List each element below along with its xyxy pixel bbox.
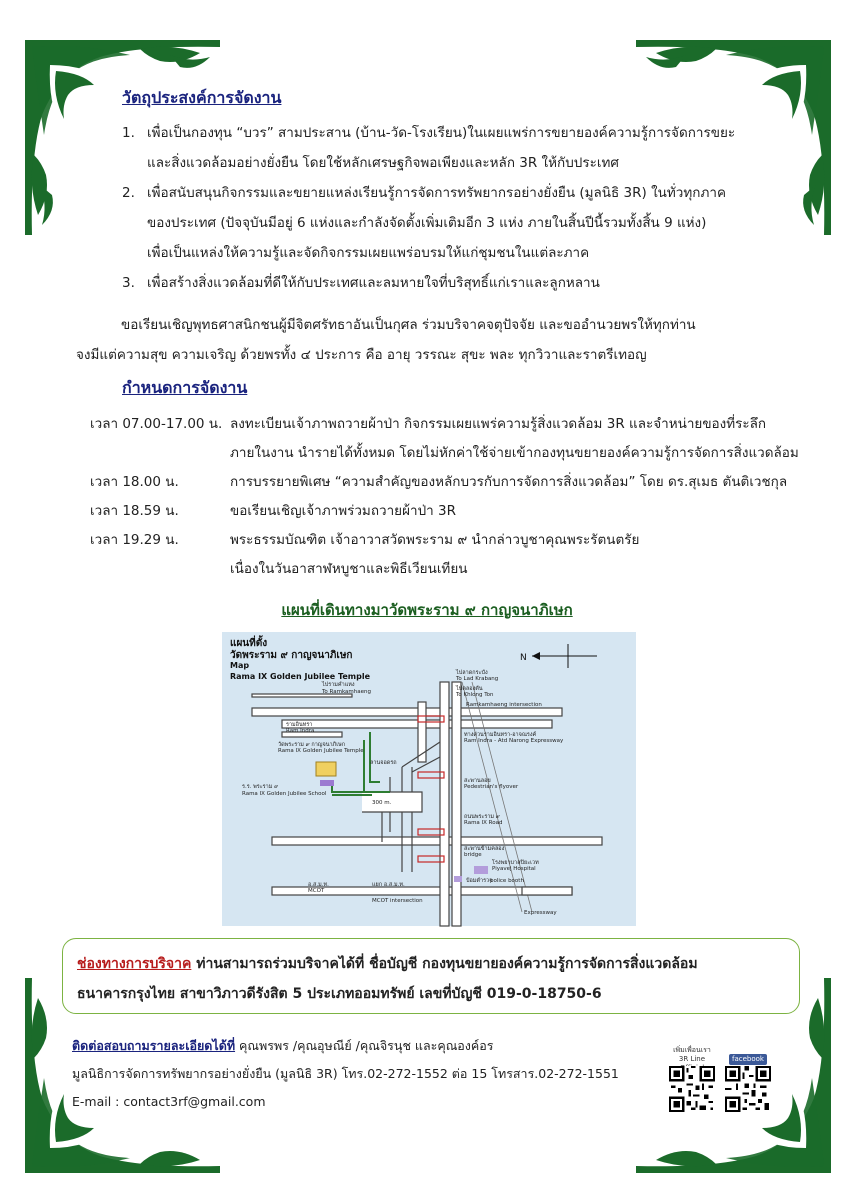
- map-label: To Ramkamhaeng: [322, 689, 372, 695]
- school-icon: [320, 780, 334, 786]
- map-label: อ.ส.ม.ท.: [308, 882, 329, 888]
- map-label: ไปรามคำแหง: [322, 682, 355, 688]
- line-qr-label: เพิ่มเพื่อนเรา 3R Line: [673, 1046, 711, 1063]
- hospital-icon: [474, 866, 488, 874]
- donation-label: ช่องทางการบริจาค: [77, 956, 192, 972]
- schedule-line: การบรรยายพิเศษ “ความสำคัญของหลักบวรกับการจัดการสิ่งแวดล้อม” โดย ดร.สุเมธ ตันติเวชกุล: [230, 474, 788, 490]
- map-label: MCOT intersection: [372, 898, 423, 904]
- schedule-line: พระธรรมบัณฑิต เจ้าอาวาสวัดพระราม ๙ นำกล่าวบูชาคุณพระรัตนตรัย: [230, 532, 640, 548]
- map-label: ไปคลองตัน: [456, 686, 483, 692]
- schedule-line: เนื่องในวันอาสาฬหบูชาและพิธีเวียนเทียน: [230, 561, 468, 577]
- objectives-list: [122, 118, 782, 298]
- invitation-line: ขอเรียนเชิญพุทธศาสนิกชนผู้มีจิตศรัทธาอันเป็นกุศล ร่วมบริจาคจตุปัจจัย และขออำนวยพรให้ทุกท่าน: [121, 317, 696, 333]
- schedule-row: [90, 410, 830, 468]
- schedule-time: เวลา 18.00 น.: [90, 474, 179, 490]
- map-label: ป้อมตำรวจ: [466, 878, 493, 884]
- map-label: ถนนพระราม ๙: [464, 814, 500, 820]
- schedule-row: [90, 468, 830, 497]
- map-label: Piyavej Hospital: [492, 866, 536, 872]
- map-label: Rama IX Road: [464, 820, 503, 826]
- schedule-row: [90, 497, 830, 526]
- map-label: police booth: [490, 878, 524, 884]
- objective-item: [122, 268, 782, 298]
- contact-names: คุณพรพร /คุณอุษณีย์ /คุณจิรนุช และคุณองค์อร: [235, 1038, 494, 1053]
- map-label: bridge: [464, 852, 482, 858]
- map-label: รามอินทรา: [286, 722, 313, 728]
- facebook-qr-block: [724, 1046, 772, 1116]
- map-label: To Lad Krabang: [456, 676, 499, 682]
- map-label: แยก อ.ส.ม.ท.: [372, 882, 405, 888]
- map-label: Expressway: [524, 910, 557, 916]
- map-label: Ram Indra: [286, 728, 315, 734]
- objective-item: [122, 118, 782, 178]
- facebook-icon: facebook: [729, 1054, 767, 1065]
- map-label: สะพานข้ามคลอง: [464, 846, 505, 852]
- schedule-line: ลงทะเบียนเจ้าภาพถวายผ้าป่า กิจกรรมเผยแพร่ความรู้สิ่งแวดล้อม 3R และจำหน่ายของที่ระลึก: [230, 416, 767, 432]
- donation-account: ธนาคารกรุงไทย สาขาวิภาวดีรังสิต 5 ประเภทออมทรัพย์ เลขที่บัญชี 019-0-18750-6: [77, 986, 602, 1002]
- map-label: วัดพระราม ๙ กาญจนาภิเษก: [278, 742, 346, 748]
- objective-line: เพื่อเป็นแหล่งให้ความรู้และจัดกิจกรรมเผยแพร่อบรมให้แก่ชุมชนในแต่ละภาค: [147, 245, 590, 261]
- map-label: 300 m.: [372, 800, 392, 806]
- map-header-en1: Map: [230, 661, 250, 670]
- schedule-table: [90, 410, 830, 584]
- objective-line: และสิ่งแวดล้อมอย่างยั่งยืน โดยใช้หลักเศรษฐกิจพอเพียงและหลัก 3R ให้กับประเทศ: [147, 155, 619, 171]
- map-label: ร.ร. พระราม ๙: [242, 784, 279, 790]
- line-qr-code-icon[interactable]: [669, 1066, 715, 1112]
- map-label: To Khlong Ton: [456, 692, 494, 698]
- objective-number: 1.: [122, 125, 135, 141]
- objectives-heading: วัตถุประสงค์การจัดงาน: [122, 88, 282, 107]
- map-label: Pedestrian's flyover: [464, 784, 519, 790]
- schedule-line: ภายในงาน นำรายได้ทั้งหมด โดยไม่หักค่าใช้จ่ายเข้ากองทุนขยายองค์ความรู้การจัดการสิ่งแวดล้อม: [230, 445, 799, 461]
- donation-text: ท่านสามารถร่วมบริจาคได้ที่ ชื่อบัญชี กองทุนขยายองค์ความรู้การจัดการสิ่งแวดล้อม: [191, 956, 698, 972]
- map-label: โรงพยาบาลปิยะเวท: [492, 860, 539, 866]
- objective-line: ของประเทศ (ปัจจุบันมีอยู่ 6 แห่งและกำลังจัดตั้งเพิ่มเติมอีก 3 แห่ง ภายในสิ้นปีนี้รวมทั้งสิ้น 9 แห่ง): [147, 215, 707, 231]
- contact-section: [72, 1032, 672, 1116]
- map-label: MCOT: [308, 888, 325, 894]
- map-label: Ram Indra - Atd Narong Expressway: [464, 738, 564, 744]
- donation-box: [62, 938, 800, 1014]
- objective-line: เพื่อสนับสนุนกิจกรรมและขยายแหล่งเรียนรู้การจัดการทรัพยากรอย่างยั่งยืน (มูลนิธิ 3R) ในทั่วทุกภาค: [147, 185, 726, 201]
- objective-line: เพื่อเป็นกองทุน “บวร” สามประสาน (บ้าน-วัด-โรงเรียน)ในเผยแพร่การขยายองค์ความรู้การจัดการขยะ: [147, 125, 736, 141]
- schedule-row: [90, 526, 830, 584]
- map-label: Ramkamhaeng intersection: [466, 702, 542, 708]
- facebook-badge: [724, 1046, 772, 1066]
- map-label: Rama IX Golden Jubilee School: [242, 791, 327, 797]
- contact-email[interactable]: E-mail : contact3rf@gmail.com: [72, 1094, 266, 1109]
- schedule-time: เวลา 19.29 น.: [90, 532, 179, 548]
- map-header-th2: วัดพระราม ๙ กาญจนาภิเษก: [230, 650, 353, 661]
- map-label: สะพานลอย: [464, 778, 491, 784]
- map-label: Rama IX Golden Jubilee Temple: [278, 748, 364, 754]
- contact-label: ติดต่อสอบถามรายละเอียดได้ที่: [72, 1038, 236, 1053]
- objective-item: [122, 178, 782, 268]
- temple-icon: [316, 762, 336, 776]
- location-map: [222, 632, 636, 926]
- map-header-en2: Rama IX Golden Jubilee Temple: [230, 672, 371, 681]
- invitation-line: จงมีแต่ความสุข ความเจริญ ด้วยพรทั้ง ๔ ประการ คือ อายุ วรรณะ สุขะ พละ ทุกวิวาและราตรีเทอญ: [76, 347, 647, 363]
- schedule-heading: กำหนดการจัดงาน: [122, 378, 248, 397]
- line-qr-block: [668, 1046, 716, 1116]
- police-icon: [454, 876, 462, 882]
- map-label: ลานจอดรถ: [370, 760, 397, 766]
- objective-number: 2.: [122, 185, 135, 201]
- schedule-line: ขอเรียนเชิญเจ้าภาพร่วมถวายผ้าป่า 3R: [230, 503, 456, 519]
- north-label: N: [520, 653, 527, 663]
- map-label: ไปลาดกระบัง: [456, 670, 488, 676]
- objective-line: เพื่อสร้างสิ่งแวดล้อมที่ดีให้กับประเทศและลมหายใจที่บริสุทธิ์แก่เราและลูกหลาน: [147, 275, 600, 291]
- map-header-th: แผนที่ตั้ง: [230, 638, 268, 649]
- map-title: แผนที่เดินทางมาวัดพระราม ๙ กาญจนาภิเษก: [281, 601, 573, 619]
- schedule-time: เวลา 18.59 น.: [90, 503, 179, 519]
- schedule-time: เวลา 07.00-17.00 น.: [90, 416, 223, 432]
- objective-number: 3.: [122, 275, 135, 291]
- facebook-qr-code-icon[interactable]: [725, 1066, 771, 1112]
- map-label: ทางด่วนรามอินทรา-อาจณรงค์: [464, 732, 537, 738]
- contact-foundation: มูลนิธิการจัดการทรัพยากรอย่างยั่งยืน (มูลนิธิ 3R) โทร.02-272-1552 ต่อ 15 โทรสาร.02-272-1551: [72, 1066, 619, 1081]
- invitation-paragraph: [76, 310, 776, 370]
